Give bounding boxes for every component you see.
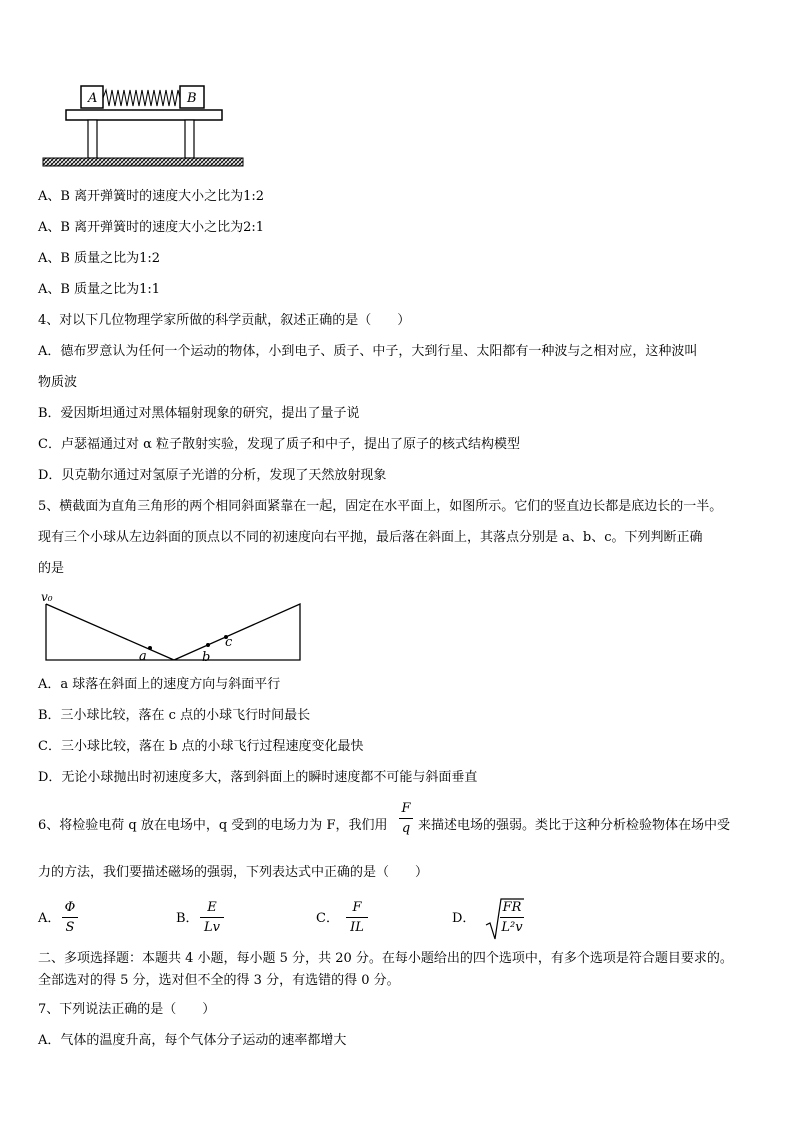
q6-stem-2: 力的方法，我们要描述磁场的强弱，下列表达式中正确的是（ ） (38, 865, 429, 880)
block-b-label: B (187, 91, 197, 106)
v0-label: v₀ (41, 590, 53, 604)
block-a-label: A (88, 91, 98, 106)
label-b: b (202, 650, 211, 665)
label-c: c (225, 635, 233, 650)
table-leg-left (88, 120, 97, 158)
right-incline (174, 604, 300, 660)
q3-option-c: A、B 质量之比为1:2 (38, 251, 160, 266)
q6-option-c-bar (346, 917, 368, 918)
q6-option-b-num: E (207, 900, 217, 915)
q6-option-b-label: B． (176, 911, 199, 926)
spring (103, 90, 180, 106)
q7-stem: 7、下列说法正确的是（ ） (38, 1002, 216, 1017)
inclines-figure (38, 588, 306, 668)
q6-frac-bar (399, 818, 413, 819)
q6-option-b-den: Lv (204, 920, 220, 935)
q5-stem-3: 的是 (38, 561, 65, 576)
spring-blocks-figure (38, 78, 248, 170)
left-incline (46, 604, 174, 660)
q6-option-b-bar (200, 917, 224, 918)
label-a: a (139, 649, 147, 664)
q5-option-b: B．三小球比较，落在 c 点的小球飞行时间最长 (38, 708, 311, 723)
table-leg-right (185, 120, 194, 158)
q4-option-a: A．德布罗意认为任何一个运动的物体，小到电子、质子、中子，大到行星、太阳都有一种波与之相对应，这种波叫 (38, 344, 698, 359)
q6-option-d-bar (500, 917, 524, 918)
q5-stem-1: 5、横截面为直角三角形的两个相同斜面紧靠在一起，固定在水平面上，如图所示。它们的竖直边长都是底边长的一半。 (38, 499, 723, 514)
point-b (206, 643, 210, 647)
q3-option-b: A、B 离开弹簧时的速度大小之比为2:1 (38, 220, 264, 235)
q3-option-a: A、B 离开弹簧时的速度大小之比为1:2 (38, 189, 264, 204)
q5-stem-2: 现有三个小球从左边斜面的顶点以不同的初速度向右平抛，最后落在斜面上，其落点分别是 a、b、c。下列判断正确 (38, 530, 703, 545)
q6-option-a-bar (62, 917, 78, 918)
q4-option-c: C．卢瑟福通过对 α 粒子散射实验，发现了质子和中子，提出了原子的核式结构模型 (38, 437, 520, 452)
q6-option-c-den: IL (350, 920, 364, 935)
ground (43, 158, 243, 166)
q3-option-d: A、B 质量之比为1:1 (38, 282, 160, 297)
q5-option-d: D．无论小球抛出时初速度多大，落到斜面上的瞬时速度都不可能与斜面垂直 (38, 770, 478, 785)
q6-option-c-label: C． (316, 911, 339, 926)
q5-option-c: C．三小球比较，落在 b 点的小球飞行过程速度变化最快 (38, 739, 364, 754)
point-a (148, 646, 152, 650)
q6-option-c-num: F (352, 900, 362, 915)
section2-line-2: 全部选对的得 5 分，选对但不全的得 3 分，有选错的得 0 分。 (38, 973, 400, 988)
q6-option-d-label: D． (452, 911, 476, 926)
q7-option-a: A．气体的温度升高，每个气体分子运动的速率都增大 (38, 1033, 347, 1048)
q4-option-a-cont: 物质波 (38, 375, 78, 390)
table-top (66, 110, 222, 120)
q4-option-d: D．贝克勒尔通过对氢原子光谱的分析，发现了天然放射现象 (38, 468, 387, 483)
q4-option-b: B．爱因斯坦通过对黑体辐射现象的研究，提出了量子说 (38, 406, 360, 421)
q6-stem-post: 来描述电场的强弱。类比于这种分析检验物体在场中受 (418, 818, 731, 833)
q6-option-a-den: S (65, 920, 75, 935)
q4-stem: 4、对以下几位物理学家所做的科学贡献，叙述正确的是（ ） (38, 313, 411, 328)
q5-option-a: A．a 球落在斜面上的速度方向与斜面平行 (38, 677, 281, 692)
q6-frac-den: q (401, 821, 411, 836)
q6-frac-num: F (401, 801, 411, 816)
section2-line-1: 二、多项选择题：本题共 4 小题，每小题 5 分，共 20 分。在每小题给出的四个选项中，有多个选项是符合题目要求的。 (38, 951, 733, 966)
q6-option-a-label: A． (38, 911, 61, 926)
q6-option-d-num: FR (502, 900, 522, 915)
q6-option-d-den: L²v (501, 920, 523, 935)
q6-option-a-num: Φ (64, 900, 76, 915)
q6-stem-pre: 6、将检验电荷 q 放在电场中，q 受到的电场力为 F，我们用 (38, 818, 388, 833)
